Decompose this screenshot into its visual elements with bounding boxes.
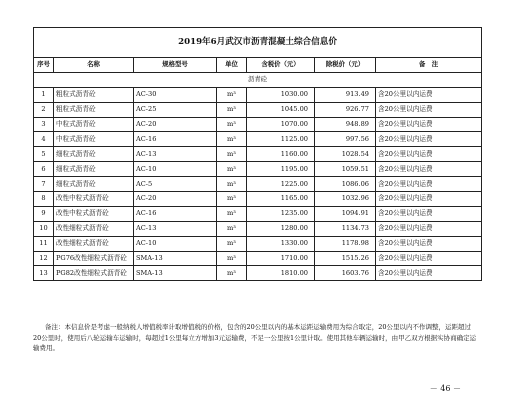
- cell-spec: AC-10: [134, 162, 217, 177]
- cell-spec: AC-20: [134, 192, 217, 207]
- cell-spec: AC-13: [134, 221, 217, 236]
- cell-no: 11: [34, 236, 54, 251]
- cell-net-price: 1094.91: [315, 206, 376, 221]
- category-row: 沥青砼: [34, 72, 482, 87]
- cell-no: 10: [34, 221, 54, 236]
- cell-net-price: 913.49: [315, 87, 376, 102]
- cell-name: 改性细粒式沥青砼: [54, 221, 134, 236]
- cell-net-price: 1515.26: [315, 251, 376, 266]
- table-row: [34, 102, 482, 117]
- cell-net-price: 997.56: [315, 132, 376, 147]
- cell-name: 中粒式沥青砼: [54, 117, 134, 132]
- header-row: [34, 58, 482, 73]
- cell-note: 含20公里以内运费: [376, 177, 482, 192]
- cell-spec: AC-16: [134, 132, 217, 147]
- cell-unit: m³: [217, 87, 247, 102]
- cell-note: 含20公里以内运费: [376, 266, 482, 281]
- cell-no: 1: [34, 87, 54, 102]
- cell-net-price: 1086.06: [315, 177, 376, 192]
- cell-unit: m³: [217, 177, 247, 192]
- price-table: [33, 27, 482, 281]
- cell-net-price: 1032.96: [315, 192, 376, 207]
- cell-unit: m³: [217, 251, 247, 266]
- header-spec: 规格型号: [134, 58, 217, 73]
- cell-tax-price: 1225.00: [247, 177, 315, 192]
- cell-net-price: 1178.98: [315, 236, 376, 251]
- table-row: [34, 147, 482, 162]
- cell-note: 含20公里以内运费: [376, 102, 482, 117]
- cell-tax-price: 1070.00: [247, 117, 315, 132]
- cell-tax-price: 1125.00: [247, 132, 315, 147]
- cell-name: 改性细粒式沥青砼: [54, 236, 134, 251]
- cell-tax-price: 1195.00: [247, 162, 315, 177]
- cell-no: 9: [34, 206, 54, 221]
- cell-name: 细粒式沥青砼: [54, 147, 134, 162]
- cell-spec: SMA-13: [134, 251, 217, 266]
- cell-name: PG82改性细粒式沥青砼: [54, 266, 134, 281]
- cell-unit: m³: [217, 192, 247, 207]
- cell-no: 8: [34, 192, 54, 207]
- cell-net-price: 926.77: [315, 102, 376, 117]
- page-number: － 46 －: [429, 384, 461, 393]
- cell-unit: m³: [217, 117, 247, 132]
- header-name: 名称: [54, 58, 134, 73]
- cell-name: PG76改性细粒式沥青砼: [54, 251, 134, 266]
- table-title: 2019年6月武汉市沥青混凝土综合信息价: [34, 28, 482, 58]
- cell-unit: m³: [217, 221, 247, 236]
- header-tax-price: 含税价（元）: [247, 58, 315, 73]
- header-unit: 单位: [217, 58, 247, 73]
- cell-spec: SMA-13: [134, 266, 217, 281]
- cell-spec: AC-30: [134, 87, 217, 102]
- table-row: [34, 221, 482, 236]
- cell-tax-price: 1030.00: [247, 87, 315, 102]
- cell-no: 5: [34, 147, 54, 162]
- table-row: [34, 236, 482, 251]
- table-row: [34, 251, 482, 266]
- cell-unit: m³: [217, 206, 247, 221]
- cell-note: 含20公里以内运费: [376, 221, 482, 236]
- cell-name: 中粒式沥青砼: [54, 132, 134, 147]
- table-row: [34, 177, 482, 192]
- cell-name: 细粒式沥青砼: [54, 177, 134, 192]
- cell-name: 细粒式沥青砼: [54, 162, 134, 177]
- cell-name: 粗粒式沥青砼: [54, 87, 134, 102]
- cell-no: 6: [34, 162, 54, 177]
- cell-tax-price: 1160.00: [247, 147, 315, 162]
- cell-name: 改性中粒式沥青砼: [54, 192, 134, 207]
- table-row: [34, 266, 482, 281]
- cell-no: 2: [34, 102, 54, 117]
- cell-unit: m³: [217, 102, 247, 117]
- cell-note: 含20公里以内运费: [376, 162, 482, 177]
- cell-spec: AC-25: [134, 102, 217, 117]
- table-row: [34, 192, 482, 207]
- cell-unit: m³: [217, 147, 247, 162]
- cell-note: 含20公里以内运费: [376, 117, 482, 132]
- cell-unit: m³: [217, 266, 247, 281]
- cell-unit: m³: [217, 132, 247, 147]
- cell-tax-price: 1235.00: [247, 206, 315, 221]
- cell-spec: AC-5: [134, 177, 217, 192]
- cell-name: 改性中粒式沥青砼: [54, 206, 134, 221]
- cell-no: 7: [34, 177, 54, 192]
- header-note: 备 注: [376, 58, 482, 73]
- cell-no: 4: [34, 132, 54, 147]
- table-row: [34, 132, 482, 147]
- table-row: [34, 87, 482, 102]
- cell-note: 含20公里以内运费: [376, 147, 482, 162]
- cell-note: 含20公里以内运费: [376, 192, 482, 207]
- cell-tax-price: 1810.00: [247, 266, 315, 281]
- cell-no: 13: [34, 266, 54, 281]
- cell-tax-price: 1165.00: [247, 192, 315, 207]
- table-body: [34, 87, 482, 281]
- cell-spec: AC-16: [134, 206, 217, 221]
- cell-note: 含20公里以内运费: [376, 132, 482, 147]
- cell-unit: m³: [217, 162, 247, 177]
- cell-unit: m³: [217, 236, 247, 251]
- cell-net-price: 1028.54: [315, 147, 376, 162]
- cell-net-price: 1059.51: [315, 162, 376, 177]
- header-net-price: 除税价（元）: [315, 58, 376, 73]
- cell-net-price: 948.89: [315, 117, 376, 132]
- cell-spec: AC-10: [134, 236, 217, 251]
- cell-no: 12: [34, 251, 54, 266]
- cell-net-price: 1603.76: [315, 266, 376, 281]
- table-row: [34, 206, 482, 221]
- cell-tax-price: 1280.00: [247, 221, 315, 236]
- cell-note: 含20公里以内运费: [376, 251, 482, 266]
- header-no: 序号: [34, 58, 54, 73]
- cell-no: 3: [34, 117, 54, 132]
- cell-note: 含20公里以内运费: [376, 87, 482, 102]
- cell-note: 含20公里以内运费: [376, 206, 482, 221]
- footnote: 备注：本信息价是考虑一般纳税人增值税率计取增值税的价格，包含的20公里以内的基本运距运输费用为综合取定，20公里以内不作调整，运距超过20公里时，使用后八轮运输车运输时，每超过1公里每立方增加3元运输费，不足一公里按1公里计取。使用其他车辆运输时，由甲乙双方根据实协商确定运输费用。: [33, 323, 477, 352]
- cell-tax-price: 1045.00: [247, 102, 315, 117]
- cell-tax-price: 1710.00: [247, 251, 315, 266]
- table-row: [34, 162, 482, 177]
- cell-name: 粗粒式沥青砼: [54, 102, 134, 117]
- cell-spec: AC-20: [134, 117, 217, 132]
- cell-tax-price: 1330.00: [247, 236, 315, 251]
- cell-spec: AC-13: [134, 147, 217, 162]
- cell-net-price: 1134.73: [315, 221, 376, 236]
- cell-note: 含20公里以内运费: [376, 236, 482, 251]
- table-row: [34, 117, 482, 132]
